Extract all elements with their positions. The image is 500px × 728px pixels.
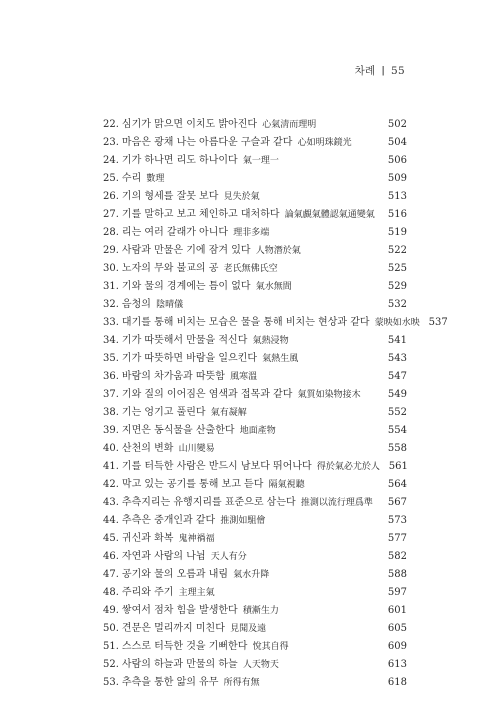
- toc-entry-page: 558: [387, 443, 407, 454]
- toc-entry-number: 25.: [103, 173, 119, 184]
- toc-entry-number: 50.: [103, 623, 119, 634]
- toc-entry: [103, 620, 407, 638]
- toc-entry: [103, 170, 407, 188]
- toc-entry-text: 추측을 통한 앎의 유무: [121, 677, 219, 688]
- toc-entry: [103, 260, 407, 278]
- toc-entry-hanja: 心如明珠鏡光: [297, 138, 352, 148]
- toc-entry: [103, 134, 407, 152]
- toc-entry: [103, 224, 407, 242]
- toc-entry-number: 27.: [103, 209, 119, 220]
- toc-entry-number: 53.: [103, 677, 119, 688]
- toc-entry: [103, 332, 407, 350]
- toc-entry-hanja: 氣水升降: [233, 570, 270, 580]
- toc-entry-number: 37.: [103, 389, 119, 400]
- toc-entry: [103, 476, 407, 494]
- toc-entry-title: [103, 188, 379, 206]
- toc-entry-page: 506: [387, 155, 407, 166]
- toc-entry-text: 기와 질의 이어짐은 염색과 접목과 같다: [121, 389, 293, 400]
- toc-entry-hanja: 隔氣視聽: [268, 480, 305, 490]
- toc-entry-text: 기는 엉기고 풀린다: [121, 407, 206, 418]
- toc-entry-hanja: 蒙映如水映: [374, 318, 420, 328]
- toc-entry-page: 549: [387, 389, 407, 400]
- running-head: [355, 63, 405, 78]
- toc-entry-number: 52.: [103, 659, 119, 670]
- toc-entry-page: 601: [387, 605, 407, 616]
- toc-entry-title: [103, 134, 379, 152]
- toc-entry-page: 519: [387, 227, 407, 238]
- toc-entry-number: 35.: [103, 353, 119, 364]
- toc-entry: [103, 674, 407, 692]
- toc-entry-hanja: 推測以流行理爲準: [300, 498, 373, 508]
- toc-entry-hanja: 悅其自得: [252, 642, 289, 652]
- toc-entry-page: 529: [387, 281, 407, 292]
- toc-entry: [103, 116, 407, 134]
- toc-entry-page: 609: [387, 641, 407, 652]
- toc-entry-text: 기의 형세를 잘못 보다: [121, 191, 219, 202]
- toc-entry-hanja: 人物潛於氣: [255, 246, 301, 256]
- toc-entry-hanja: 數理: [146, 174, 165, 184]
- toc-entry-page: 547: [387, 371, 407, 382]
- toc-entry-hanja: 積漸生力: [242, 606, 279, 616]
- toc-entry-text: 귀신과 화복: [121, 533, 174, 544]
- toc-entry-title: [103, 350, 379, 368]
- toc-entry-title: [103, 152, 379, 170]
- toc-entry-hanja: 鬼神禍福: [178, 534, 215, 544]
- toc-entry-hanja: 地面產物: [239, 426, 276, 436]
- toc-entry-title: [103, 296, 379, 314]
- toc-entry-number: 51.: [103, 641, 119, 652]
- toc-entry-title: [103, 656, 379, 674]
- toc-entry-text: 기와 물의 경계에는 틈이 없다: [121, 281, 251, 292]
- toc-entry-title: [103, 530, 379, 548]
- toc-entry-page: 502: [387, 119, 407, 130]
- toc-entry-number: 30.: [103, 263, 119, 274]
- toc-entry-number: 41.: [103, 461, 119, 472]
- toc-entry-title: [103, 206, 379, 224]
- toc-entry: [103, 638, 407, 656]
- toc-entry-number: 29.: [103, 245, 119, 256]
- toc-entry-title: [103, 584, 379, 602]
- toc-entry-title: [103, 170, 379, 188]
- toc-entry: [103, 386, 407, 404]
- toc-entry-title: [103, 494, 379, 512]
- toc-entry-text: 수리: [121, 173, 142, 184]
- toc-entry-page: 522: [387, 245, 407, 256]
- toc-entry-hanja: 氣熱生風: [262, 354, 299, 364]
- toc-entry-title: [103, 548, 379, 566]
- toc-entry-text: 막고 있는 공기를 통해 보고 듣다: [121, 479, 264, 490]
- toc-entry-number: 49.: [103, 605, 119, 616]
- toc-entry-text: 스스로 터득한 것을 기뻐한다: [121, 641, 248, 652]
- toc-entry-text: 사람의 하늘과 만물의 하늘: [121, 659, 238, 670]
- toc-entry-page: 543: [387, 353, 407, 364]
- toc-entry: [103, 188, 407, 206]
- toc-entry-page: 613: [387, 659, 407, 670]
- toc-entry-title: [103, 512, 379, 530]
- toc-entry-text: 노자의 무와 불교의 공: [121, 263, 219, 274]
- toc-entry-text: 주리와 주기: [121, 587, 174, 598]
- toc-entry-page: 588: [387, 569, 407, 580]
- toc-entry-page: 525: [387, 263, 407, 274]
- toc-entry-page: 577: [387, 533, 407, 544]
- toc-entry-hanja: 得於氣必尤於人: [316, 462, 380, 472]
- toc-entry-title: [103, 242, 379, 260]
- toc-entry: [103, 602, 407, 620]
- toc-entry-text: 마음은 광채 나는 아름다운 구슬과 같다: [121, 137, 293, 148]
- toc-entry-page: 513: [387, 191, 407, 202]
- toc-entry-page: 554: [387, 425, 407, 436]
- toc-entry-hanja: 山川變易: [178, 444, 215, 454]
- toc-entry-number: 26.: [103, 191, 119, 202]
- toc-entry-hanja: 主理主氣: [178, 588, 215, 598]
- toc-entry: [103, 422, 407, 440]
- toc-entry-hanja: 陰晴儀: [156, 300, 184, 310]
- toc-entry-hanja: 理非多端: [233, 228, 270, 238]
- toc-entry-title: [103, 422, 379, 440]
- toc-entry-title: [103, 440, 379, 458]
- toc-entry-page: 618: [387, 677, 407, 688]
- toc-entry-text: 기를 터득한 사람은 반드시 남보다 뛰어나다: [121, 461, 312, 472]
- toc-entry-hanja: 見失於氣: [223, 192, 260, 202]
- toc-entry-text: 바람의 차가움과 따뜻함: [121, 371, 225, 382]
- toc-entry-page: 561: [388, 461, 408, 472]
- toc-entry-title: [103, 602, 379, 620]
- toc-entry-page: 552: [387, 407, 407, 418]
- toc-entry-hanja: 老氏無佛氏空: [223, 264, 278, 274]
- toc-entry-page: 567: [387, 497, 407, 508]
- toc-entry-number: 38.: [103, 407, 119, 418]
- toc-entry: [103, 530, 407, 548]
- toc-entry-number: 32.: [103, 299, 119, 310]
- toc-entry-hanja: 氣水無間: [255, 282, 292, 292]
- toc-entry-text: 음청의: [121, 299, 151, 310]
- toc-entry-hanja: 氣有凝解: [210, 408, 247, 418]
- toc-entry-number: 22.: [103, 119, 119, 130]
- toc-entry-title: [103, 224, 379, 242]
- toc-entry-text: 공기와 물의 오름과 내림: [121, 569, 229, 580]
- toc-entry-number: 44.: [103, 515, 119, 526]
- toc-entry-number: 42.: [103, 479, 119, 490]
- toc-entry-title: [103, 278, 379, 296]
- toc-entry-text: 대기를 통해 비치는 모습은 물을 통해 비치는 현상과 같다: [121, 317, 370, 328]
- toc-entry-text: 기를 말하고 보고 체인하고 대처하다: [121, 209, 280, 220]
- toc-entry-title: [103, 260, 379, 278]
- toc-entry-page: 605: [387, 623, 407, 634]
- toc-entry-hanja: 風寒溫: [230, 372, 258, 382]
- toc-entry-hanja: 天人有分: [210, 552, 247, 562]
- toc-entry: [103, 548, 407, 566]
- toc-entry-page: 573: [387, 515, 407, 526]
- page-number: 55: [391, 64, 405, 77]
- toc-entry: [103, 440, 407, 458]
- toc-entry-title: [103, 314, 420, 332]
- toc-entry: [103, 278, 407, 296]
- toc-entry-hanja: 心氣淸而理明: [262, 120, 317, 130]
- toc-entry-title: [103, 332, 379, 350]
- toc-entry-title: [103, 368, 379, 386]
- toc-entry-number: 23.: [103, 137, 119, 148]
- toc-entry-hanja: 推測如駔儈: [220, 516, 266, 526]
- toc-entry: [103, 296, 407, 314]
- toc-entry-text: 기가 따뜻해서 만물을 적신다: [121, 335, 248, 346]
- toc-entry-text: 산천의 변화: [121, 443, 174, 454]
- toc-entry-page: 532: [387, 299, 407, 310]
- toc-entry-number: 46.: [103, 551, 119, 562]
- toc-entry-text: 지면은 동식물을 산출한다: [121, 425, 235, 436]
- toc-entry-number: 48.: [103, 587, 119, 598]
- toc-entry-title: [103, 620, 379, 638]
- toc-entry-text: 견문은 멀리까지 미친다: [121, 623, 225, 634]
- toc-entry-text: 기가 하나면 리도 하나이다: [121, 155, 238, 166]
- toc-entry-page: 597: [387, 587, 407, 598]
- toc-entry-hanja: 人天物天: [242, 660, 279, 670]
- section-title: 차례: [354, 65, 376, 77]
- toc-entry-title: [103, 476, 379, 494]
- toc-entry-page: 564: [387, 479, 407, 490]
- toc-entry-hanja: 見聞及遠: [230, 624, 267, 634]
- toc-entry-page: 541: [387, 335, 407, 346]
- toc-entry-hanja: 氣質如染物接木: [297, 390, 361, 400]
- toc-entry-title: [103, 458, 380, 476]
- toc-entry-number: 43.: [103, 497, 119, 508]
- toc-entry-title: [103, 638, 379, 656]
- toc-entry-hanja: 氣熱浸物: [252, 336, 289, 346]
- toc-entry-number: 39.: [103, 425, 119, 436]
- toc-entry: [103, 368, 407, 386]
- toc-entry-number: 47.: [103, 569, 119, 580]
- toc-entry-text: 추측지리는 유행지리를 표준으로 삼는다: [121, 497, 296, 508]
- toc-entry-page: 509: [387, 173, 407, 184]
- toc-entry-text: 리는 여러 갈래가 아니다: [121, 227, 229, 238]
- toc-entry-page: 516: [387, 209, 407, 220]
- toc-entry: [103, 404, 407, 422]
- toc-entry-title: [103, 566, 379, 584]
- toc-entry: [103, 584, 407, 602]
- toc-entry-title: [103, 386, 379, 404]
- toc-entry-hanja: 氣一理一: [242, 156, 279, 166]
- toc-entry-text: 심기가 맑으면 이치도 밝아진다: [121, 119, 258, 130]
- toc-entry: [103, 314, 448, 332]
- toc-entry-text: 사람과 만물은 기에 잠겨 있다: [121, 245, 251, 256]
- toc-entry-page: 504: [387, 137, 407, 148]
- toc-entry-text: 추측은 중개인과 같다: [121, 515, 216, 526]
- toc-entry-title: [103, 404, 379, 422]
- toc-entry-number: 31.: [103, 281, 119, 292]
- toc-entry-number: 33.: [103, 317, 119, 328]
- toc-entry-hanja: 論氣覰氣體認氣通變氣: [284, 210, 375, 220]
- toc-entry: [103, 512, 407, 530]
- toc-entry: [103, 566, 407, 584]
- toc-entry-number: 24.: [103, 155, 119, 166]
- toc-entry-text: 자연과 사람의 나뉨: [121, 551, 206, 562]
- toc-entry-title: [103, 116, 379, 134]
- toc-entry-title: [103, 674, 379, 692]
- toc-entry-number: 28.: [103, 227, 119, 238]
- toc-entry: [103, 458, 407, 476]
- toc-entry: [103, 350, 407, 368]
- toc-entry-number: 45.: [103, 533, 119, 544]
- toc-entry-number: 34.: [103, 335, 119, 346]
- toc-entry: [103, 494, 407, 512]
- header-separator: |: [381, 65, 386, 76]
- toc-entry: [103, 152, 407, 170]
- toc-entry-page: 537: [428, 317, 448, 328]
- table-of-contents: [103, 116, 448, 692]
- toc-entry-page: 582: [387, 551, 407, 562]
- toc-entry-number: 36.: [103, 371, 119, 382]
- toc-entry: [103, 206, 407, 224]
- toc-entry-text: 기가 따뜻하면 바람을 일으킨다: [121, 353, 258, 364]
- toc-entry-hanja: 所得有無: [223, 678, 260, 688]
- toc-entry-number: 40.: [103, 443, 119, 454]
- toc-entry-text: 쌓여서 점차 힘을 발생한다: [121, 605, 238, 616]
- toc-entry: [103, 656, 407, 674]
- toc-entry: [103, 242, 407, 260]
